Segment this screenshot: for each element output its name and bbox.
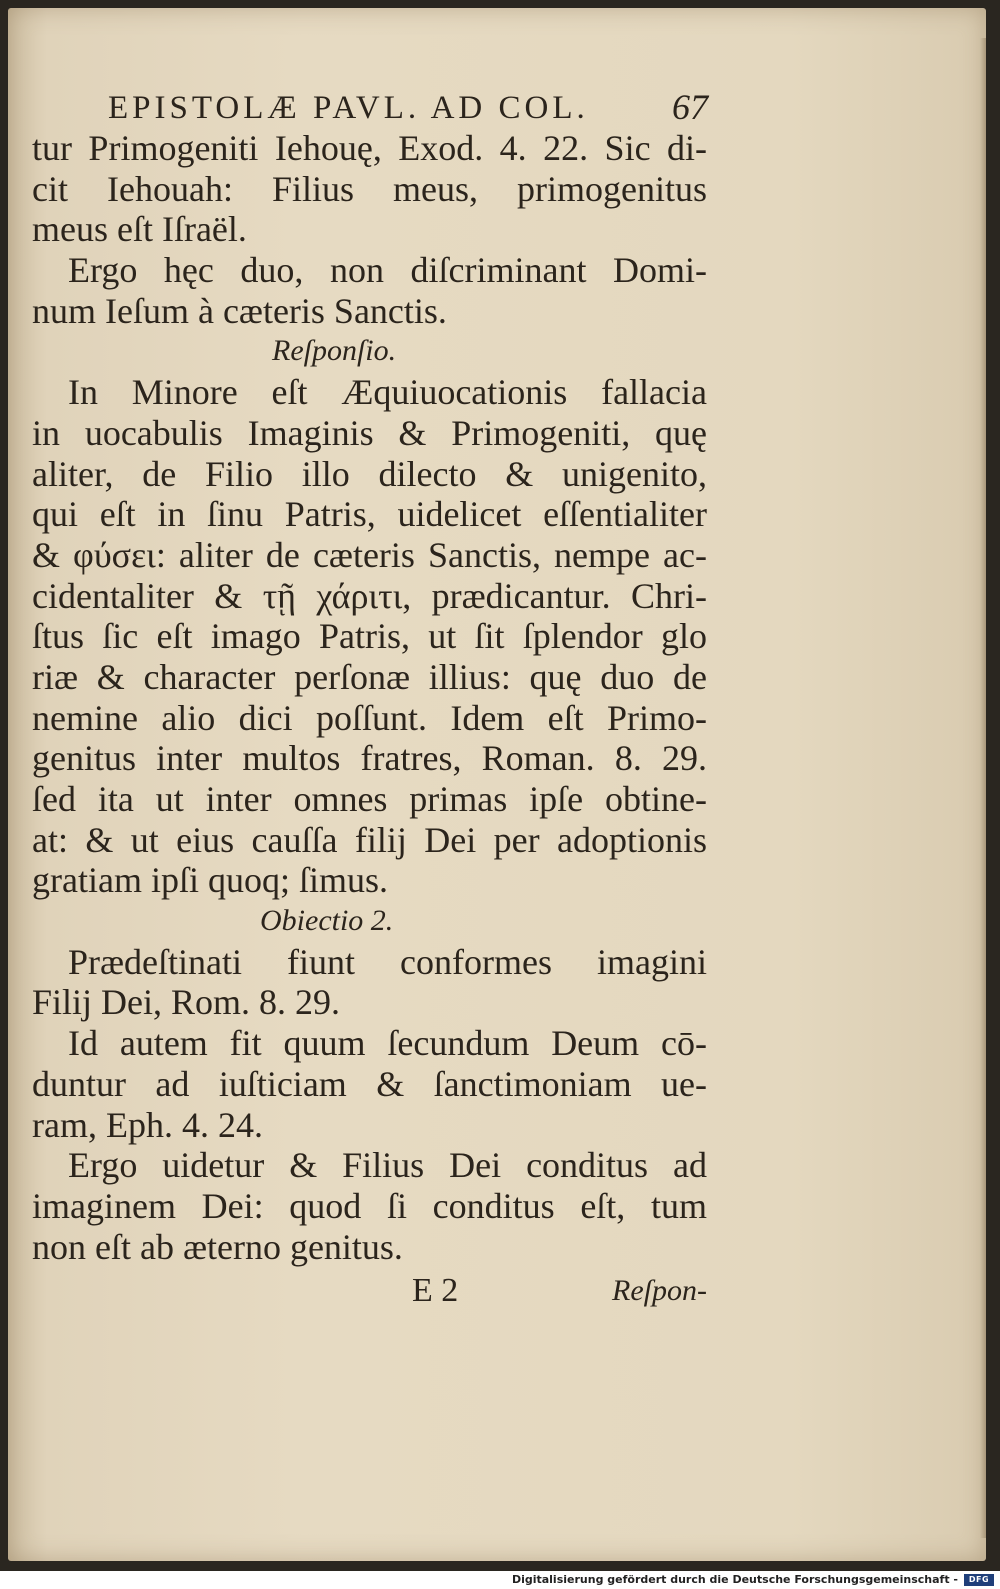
text-line: Ergo hęc duo, non diſcriminant Domi- <box>68 250 707 291</box>
text-line: In Minore eſt Æquiuocationis fallacia <box>68 372 707 413</box>
text-line: gratiam ipſi quoq; ſimus. <box>32 860 388 901</box>
dfg-logo-icon: DFG <box>964 1574 994 1586</box>
running-head: EPISTOLÆ PAVL. AD COL. <box>108 90 589 126</box>
text-line: Prædeſtinati fiunt conformes imagini <box>68 941 707 982</box>
text-line: riæ & character perſonæ illius: quę duo de <box>32 656 707 697</box>
section-heading: Obiectio 2. <box>260 904 394 938</box>
text-line: in uocabulis Imaginis & Primogeniti, quę <box>32 412 707 453</box>
text-line: cit Iehouah: Filius meus, primogenitus <box>32 168 707 209</box>
page-header <box>108 84 708 134</box>
page-number: 67 <box>672 87 708 127</box>
page-footer-marks <box>32 1272 707 1316</box>
text-line: genitus inter multos fratres, Roman. 8. 29. <box>32 738 707 779</box>
text-line: duntur ad iuſticiam & ſanctimoniam ue- <box>32 1063 707 1104</box>
catchword: Reſpon- <box>612 1274 707 1307</box>
text-line: tur Primogeniti Iehouę, Exod. 4. 22. Sic di- <box>32 128 707 168</box>
digitization-footer <box>0 1571 1000 1589</box>
text-line: num Ieſum à cæteris Sanctis. <box>32 290 447 331</box>
text-line: Filij Dei, Rom. 8. 29. <box>32 982 341 1023</box>
body-text <box>32 128 707 1267</box>
text-line: Ergo uidetur & Filius Dei conditus ad <box>68 1145 707 1186</box>
signature-mark: E 2 <box>412 1272 459 1309</box>
text-line: ſtus ſic eſt imago Patris, ut ſit ſplendor glo <box>32 616 707 657</box>
text-line: at: & ut eius cauſſa filij Dei per adoptionis <box>32 819 707 860</box>
text-line: Id autem fit quum ſecundum Deum cō- <box>68 1023 707 1064</box>
text-line: ram, Eph. 4. 24. <box>32 1104 263 1145</box>
text-line: cidentaliter & τῇ χάριτι, prædicantur. Chri- <box>32 575 707 616</box>
text-line: qui eſt in ſinu Patris, uidelicet eſſentialiter <box>32 494 707 535</box>
text-line: ſed ita ut inter omnes primas ipſe obtine- <box>32 779 707 819</box>
digitization-credit: Digitalisierung gefördert durch die Deutsche Forschungsgemeinschaft - <box>511 1573 958 1586</box>
text-line: aliter, de Filio illo dilecto & unigenito, <box>32 453 707 494</box>
text-line: non eſt ab æterno genitus. <box>32 1226 403 1267</box>
text-line: & φύσει: aliter de cæteris Sanctis, nempe ac- <box>32 534 707 575</box>
text-line: imaginem Dei: quod ſi conditus eſt, tum <box>32 1185 707 1226</box>
text-line: nemine alio dici poſſunt. Idem eſt Primo- <box>32 697 707 738</box>
text-line: meus eſt Iſraël. <box>32 209 247 250</box>
page-edge-shadow <box>980 38 986 1538</box>
section-heading: Reſponſio. <box>272 334 397 368</box>
